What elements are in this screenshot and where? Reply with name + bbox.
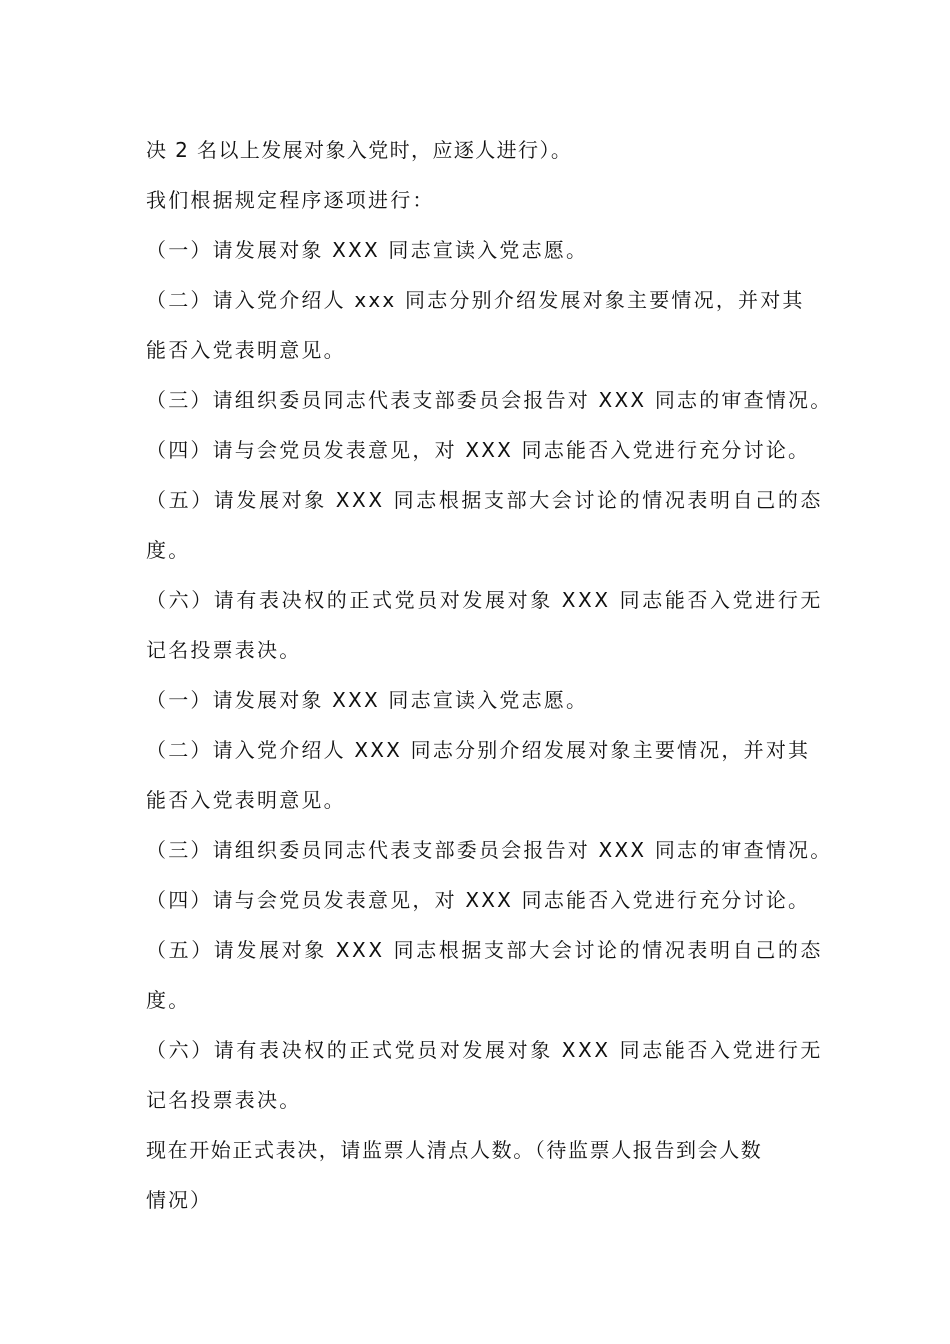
paragraph-line: 决 2 名以上发展对象入党时，应逐人进行）。 bbox=[146, 138, 573, 162]
paragraph-line: （五）请发展对象 XXX 同志根据支部大会讨论的情况表明自己的态 bbox=[146, 488, 824, 512]
paragraph-line: 度。 bbox=[146, 988, 191, 1012]
paragraph-line: （二）请入党介绍人 xxx 同志分别介绍发展对象主要情况，并对其 bbox=[146, 288, 805, 312]
paragraph-line: 记名投票表决。 bbox=[146, 1088, 302, 1112]
document-body bbox=[146, 125, 833, 1225]
paragraph-line: （二）请入党介绍人 XXX 同志分别介绍发展对象主要情况，并对其 bbox=[146, 738, 811, 762]
paragraph-line: 能否入党表明意见。 bbox=[146, 338, 346, 362]
paragraph-line: 现在开始正式表决，请监票人清点人数。（待监票人报告到会人数 bbox=[146, 1138, 763, 1162]
paragraph-line: 度。 bbox=[146, 538, 191, 562]
paragraph-line: 我们根据规定程序逐项进行： bbox=[146, 188, 435, 212]
paragraph-line: 情况） bbox=[146, 1188, 212, 1212]
paragraph-line: 能否入党表明意见。 bbox=[146, 788, 346, 812]
paragraph-line: （四）请与会党员发表意见，对 XXX 同志能否入党进行充分讨论。 bbox=[146, 438, 811, 462]
paragraph-line: （一）请发展对象 XXX 同志宣读入党志愿。 bbox=[146, 238, 589, 262]
paragraph-line: （四）请与会党员发表意见，对 XXX 同志能否入党进行充分讨论。 bbox=[146, 888, 811, 912]
paragraph-line: （六）请有表决权的正式党员对发展对象 XXX 同志能否入党进行无 bbox=[146, 588, 824, 612]
paragraph-line: （五）请发展对象 XXX 同志根据支部大会讨论的情况表明自己的态 bbox=[146, 938, 824, 962]
paragraph-line: （一）请发展对象 XXX 同志宣读入党志愿。 bbox=[146, 688, 589, 712]
paragraph-line: （三）请组织委员同志代表支部委员会报告对 XXX 同志的审查情况。 bbox=[146, 838, 833, 862]
paragraph-line: （三）请组织委员同志代表支部委员会报告对 XXX 同志的审查情况。 bbox=[146, 388, 833, 412]
paragraph-line: （六）请有表决权的正式党员对发展对象 XXX 同志能否入党进行无 bbox=[146, 1038, 824, 1062]
paragraph-line: 记名投票表决。 bbox=[146, 638, 302, 662]
